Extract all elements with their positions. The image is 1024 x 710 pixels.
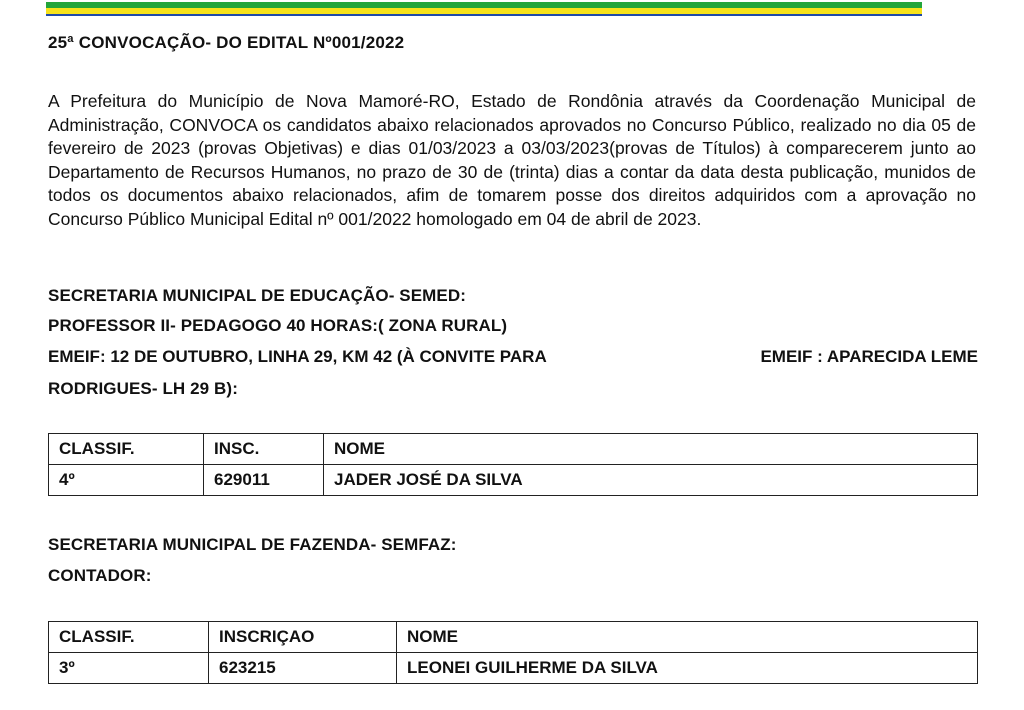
cell-classif: 4º	[49, 465, 204, 496]
section2-secretaria: SECRETARIA MUNICIPAL DE FAZENDA- SEMFAZ:	[48, 535, 457, 554]
cell-inscricao: 623215	[209, 653, 397, 684]
section2-cargo: CONTADOR:	[48, 566, 152, 585]
intro-paragraph: A Prefeitura do Município de Nova Mamoré-RO, Estado de Rondônia através da Coordenação Municipal de Administração, CONVOCA os candidatos abaixo relacionados aprovados no Concurso Público, realizado no dia 05 de fevereiro de 2023 (provas Objetivas) e dias 01/03/2023 a 03/03/2023(provas de Títulos) à comparecerem junto ao Departamento de Recursos Humanos, no prazo de 30 de (trinta) dias a contar da data desta publicação, munidos de todos os documentos abaixo relacionados, afim de tomarem posse dos direitos adquiridos com a aprovação no Concurso Público Municipal Edital nº 001/2022 homologado em 04 de abril de 2023.	[48, 91, 976, 229]
section1-escola-left: EMEIF: 12 DE OUTUBRO, LINHA 29, KM 42 (À CONVITE PARA	[48, 347, 547, 366]
section2-table	[48, 621, 978, 684]
cell-nome: LEONEI GUILHERME DA SILVA	[397, 653, 978, 684]
header-classif: CLASSIF.	[49, 622, 209, 653]
header-inscricao: INSCRIÇAO	[209, 622, 397, 653]
section1-escola-line	[48, 347, 978, 367]
section1-escola-cont: RODRIGUES- LH 29 B):	[48, 379, 238, 398]
table-row	[49, 653, 978, 684]
cell-classif: 3º	[49, 653, 209, 684]
header-bar-blue	[46, 14, 922, 16]
section1-escola-right: EMEIF : APARECIDA LEME	[760, 347, 978, 366]
table-row	[49, 465, 978, 496]
table-header-row	[49, 434, 978, 465]
header-insc: INSC.	[204, 434, 324, 465]
document-title: 25ª CONVOCAÇÃO- DO EDITAL Nº001/2022	[48, 33, 405, 52]
section1-secretaria: SECRETARIA MUNICIPAL DE EDUCAÇÃO- SEMED:	[48, 286, 466, 305]
table-header-row	[49, 622, 978, 653]
cell-nome: JADER JOSÉ DA SILVA	[324, 465, 978, 496]
section1-table	[48, 433, 978, 496]
header-nome: NOME	[397, 622, 978, 653]
header-classif: CLASSIF.	[49, 434, 204, 465]
cell-insc: 629011	[204, 465, 324, 496]
header-nome: NOME	[324, 434, 978, 465]
section1-cargo: PROFESSOR II- PEDAGOGO 40 HORAS:( ZONA RURAL)	[48, 316, 508, 335]
